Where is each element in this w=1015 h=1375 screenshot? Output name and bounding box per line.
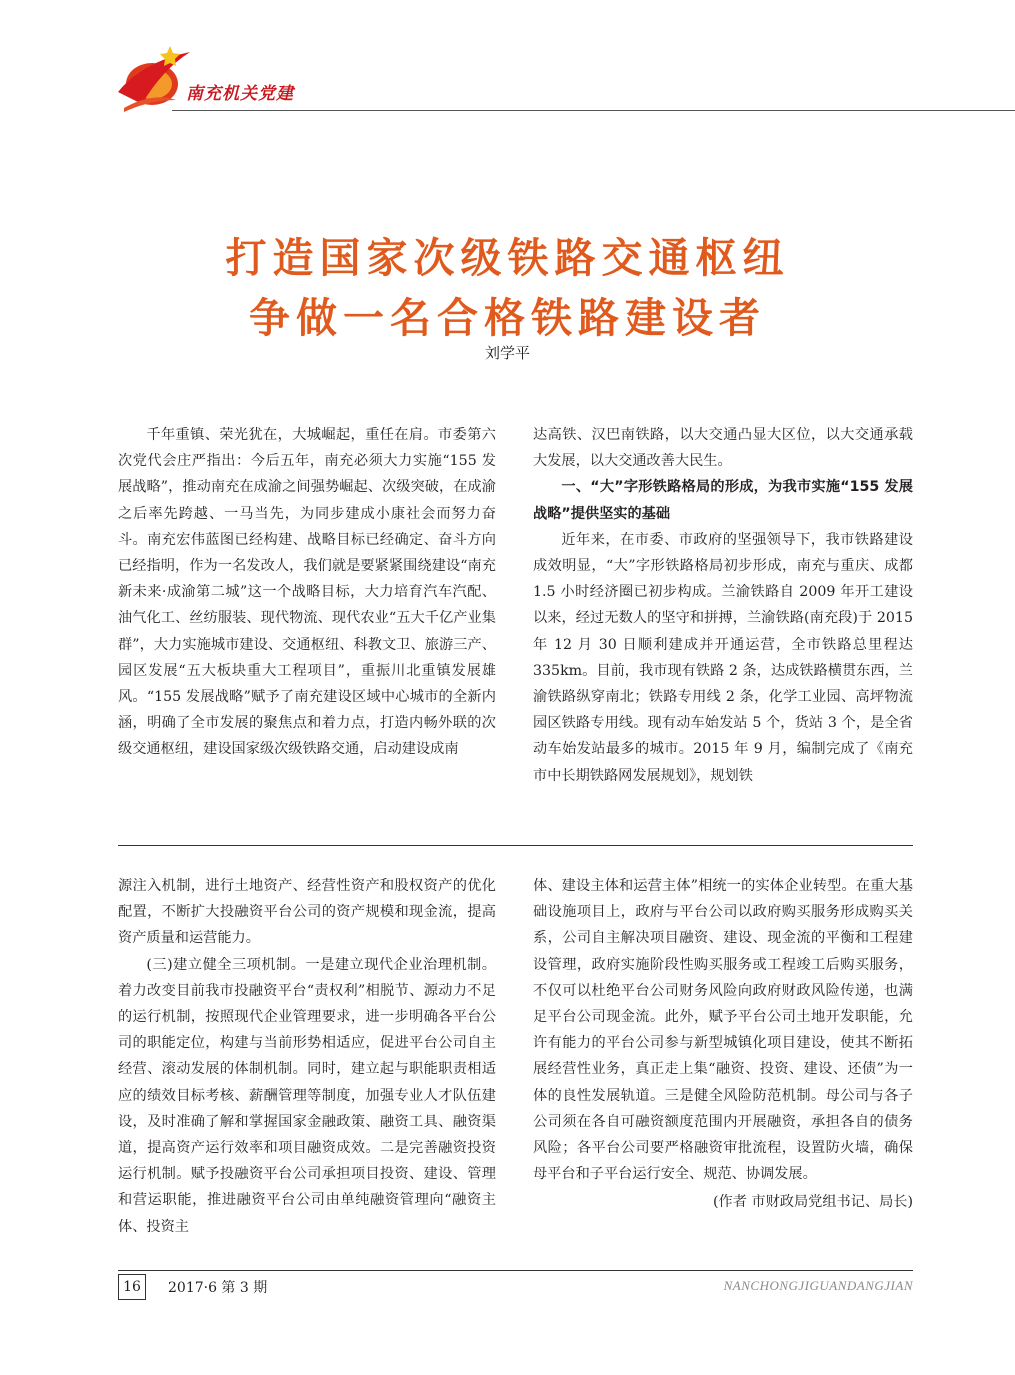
page-number: 16 bbox=[118, 1274, 146, 1300]
paragraph: (三)建立健全三项机制。一是建立现代企业治理机制。着力改变目前我市投融资平台“责权利”相脱节、源动力不足的运行机制，按照现代企业管理要求，进一步明确各平台公司的职能定位，构建与当前形势相适应，促进平台公司自主经营、滚动发展的体制机制。同时，建立起与职能职责相适应的绩效目标考核、薪酬管理等制度，加强专业人才队伍建设，及时准确了解和掌握国家金融政策、融资工具、融资渠道，提高资产运行效率和项目融资成效。二是完善融资投资运行机制。赋予投融资平台公司承担项目投资、建设、管理和营运职能，推进融资平台公司由单纯融资管理向“融资主体、投资主 bbox=[118, 956, 496, 1235]
top-left-column bbox=[118, 422, 496, 763]
author-note: (作者 市财政局党组书记、局长) bbox=[712, 1194, 913, 1211]
article-author: 刘学平 bbox=[484, 344, 530, 362]
bottom-left-column bbox=[118, 873, 496, 1240]
article-title-line1: 打造国家次级铁路交通枢纽 bbox=[225, 234, 790, 282]
header-divider bbox=[172, 110, 1015, 111]
party-building-logo-icon bbox=[112, 42, 194, 114]
paragraph: 体、建设主体和运营主体”相统一的实体企业转型。在重大基础设施项目上，政府与平台公司以政府购买服务形成购买关系，公司自主解决项目融资、建设、现金流的平衡和工程建设管理，政府实施阶段性购买服务或工程竣工后购买服务，不仅可以杜绝平台公司财务风险向政府财政风险传递，也满足平台公司现金流。此外，赋予平台公司土地开发职能，允许有能力的平台公司参与新型城镇化项目建设，使其不断拓展经营性业务，真正走上集“融资、投资、建设、还债”为一体的良性发展轨道。三是健全风险防范机制。母公司与各子公司须在各自可融资额度范围内开展融资，承担各自的债务风险；各平台公司要严格融资审批流程，设置防火墙，确保母平台和子平台运行安全、规范、协调发展。 bbox=[533, 878, 913, 1183]
bottom-right-column bbox=[533, 873, 913, 1216]
paragraph: 达高铁、汉巴南铁路，以大交通凸显大区位，以大交通承载大发展，以大交通改善大民生。 bbox=[533, 427, 913, 470]
section-divider bbox=[118, 845, 913, 846]
paragraph: 源注入机制，进行土地资产、经营性资产和股权资产的优化配置，不断扩大投融资平台公司的资产规模和现金流，提高资产质量和运营能力。 bbox=[118, 878, 496, 947]
article-title-line2: 争做一名合格铁路建设者 bbox=[249, 294, 766, 342]
issue-info: 2017·6 第 3 期 bbox=[168, 1280, 268, 1296]
paragraph: 千年重镇、荣光犹在，大城崛起，重任在肩。市委第六次党代会庄严指出：今后五年，南充必须大力实施“155 发展战略”，推动南充在成渝之间强势崛起、次级突破，在成渝之后率先跨越、一马当先，为同步建成小康社会而努力奋斗。南充宏伟蓝图已经构建、战略目标已经确定、奋斗方向已经指明，作为一名发改人，我们就是要紧紧围绕建设“南充新未来·成渝第二城”这一个战略目标，大力培育汽车汽配、油气化工、丝纺服装、现代物流、现代农业“五大千亿产业集群”，大力实施城市建设、交通枢纽、科教文卫、旅游三产、园区发展“五大板块重大工程项目”，重振川北重镇发展雄风。“155 发展战略”赋予了南充建设区域中心城市的全新内涵，明确了全市发展的聚焦点和着力点，打造内畅外联的次级交通枢纽，建设国家级次级铁路交通，启动建设成南 bbox=[118, 427, 496, 758]
footer-divider bbox=[118, 1270, 913, 1271]
footer-brand: NANCHONGJIGUANDANGJIAN bbox=[723, 1278, 913, 1293]
magazine-brand: 南充机关党建 bbox=[186, 84, 294, 104]
paragraph: 近年来，在市委、市政府的坚强领导下，我市铁路建设成效明显，“大”字形铁路格局初步形成，南充与重庆、成都 1.5 小时经济圈已初步构成。兰渝铁路自 2009 年开工建设以来，经过无数人的坚守和拼搏，兰渝铁路(南充段)于 2015 年 12 月 30 日顺利建成并开通运营，全市铁路总里程达 335km。目前，我市现有铁路 2 条，达成铁路横贯东西，兰渝铁路纵穿南北；铁路专用线 2 条，化学工业园、高坪物流园区铁路专用线。现有动车始发站 5 个，货站 3 个，是全省动车始发站最多的城市。2015 年 9 月，编制完成了《南充市中长期铁路网发展规划》，规划铁 bbox=[533, 531, 913, 784]
section-heading: 一、“大”字形铁路格局的形成，为我市实施“155 发展战略”提供坚实的基础 bbox=[533, 479, 913, 522]
top-right-column bbox=[533, 422, 913, 789]
